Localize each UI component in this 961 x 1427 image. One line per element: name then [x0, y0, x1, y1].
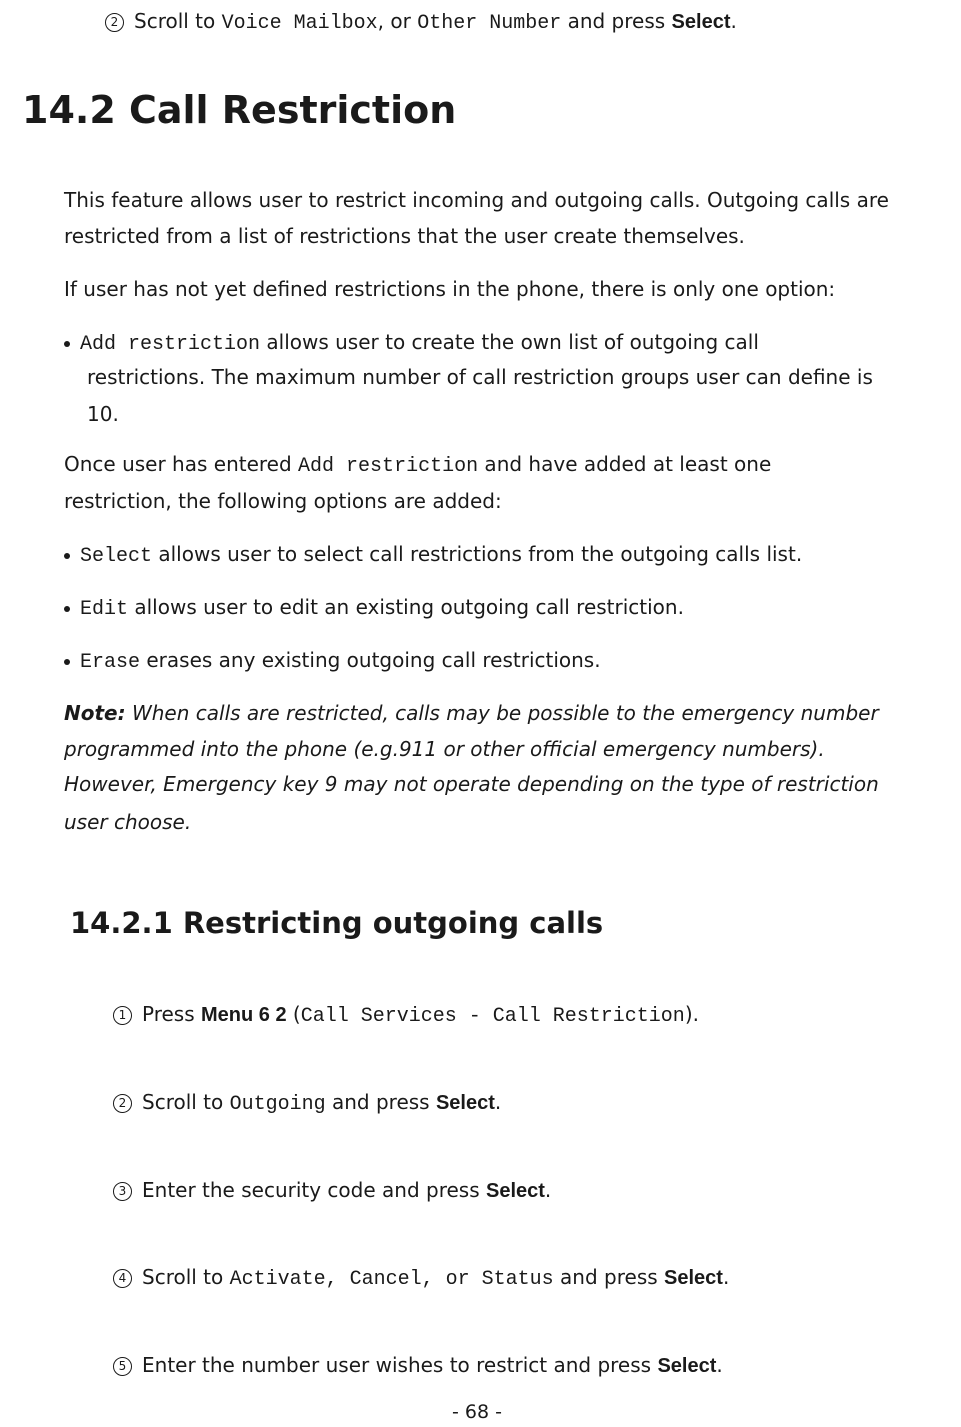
subsection-title: 14.2.1 Restricting outgoing calls [70, 906, 604, 940]
step-number: 4 [113, 1269, 132, 1288]
step-number: 3 [113, 1182, 132, 1201]
step-3: 3 Enter the security code and press Select. [113, 1178, 551, 1203]
step-2: 2 Scroll to Outgoing and press Select. [113, 1090, 501, 1117]
step-5: 5 Enter the number user wishes to restrict and press Select. [113, 1353, 723, 1378]
step-number: 2 [105, 13, 124, 32]
once-line-1: Once user has entered Add restriction and have added at least one [64, 452, 772, 478]
bullet-icon [64, 606, 70, 612]
note-line-1: Note: When calls are restricted, calls may be possible to the emergency number [64, 701, 879, 725]
step-4: 4 Scroll to Activate, Cancel, or Status and press Select. [113, 1265, 729, 1292]
step-number: 1 [113, 1006, 132, 1025]
step-number: 2 [113, 1094, 132, 1113]
bullet-edit: Edit allows user to edit an existing outgoing call restriction. [64, 595, 684, 622]
if-line: If user has not yet defined restrictions in the phone, there is only one option: [64, 277, 836, 301]
note-line-4: user choose. [64, 810, 192, 834]
add-restriction-bullet: Add restriction allows user to create the own list of outgoing call [64, 330, 759, 357]
note-label: Note: [64, 701, 126, 725]
bullet-icon [64, 341, 70, 347]
once-line-2: restriction, the following options are added: [64, 489, 502, 513]
intro-line-1: This feature allows user to restrict incoming and outgoing calls. Outgoing calls are [64, 188, 889, 212]
note-line-3: However, Emergency key 9 may not operate depending on the type of restriction [64, 772, 879, 796]
section-title: 14.2 Call Restriction [22, 88, 457, 132]
bullet-icon [64, 553, 70, 559]
note-line-2: programmed into the phone (e.g.911 or other official emergency numbers). [64, 737, 825, 761]
intro-line-2: restricted from a list of restrictions that the user create themselves. [64, 224, 745, 248]
bullet-select: Select allows user to select call restrictions from the outgoing calls list. [64, 542, 802, 569]
add-restriction-line-3: 10. [87, 402, 119, 426]
bullet-erase: Erase erases any existing outgoing call restrictions. [64, 648, 601, 675]
bullet-icon [64, 659, 70, 665]
step-1: 1 Press Menu 6 2 (Call Services - Call Restriction). [113, 1002, 699, 1029]
page-number: - 68 - [452, 1401, 502, 1423]
step-number: 5 [113, 1357, 132, 1376]
add-restriction-line-2: restrictions. The maximum number of call restriction groups user can define is [87, 365, 873, 389]
top-step: 2 Scroll to Voice Mailbox, or Other Number and press Select. [105, 9, 737, 36]
